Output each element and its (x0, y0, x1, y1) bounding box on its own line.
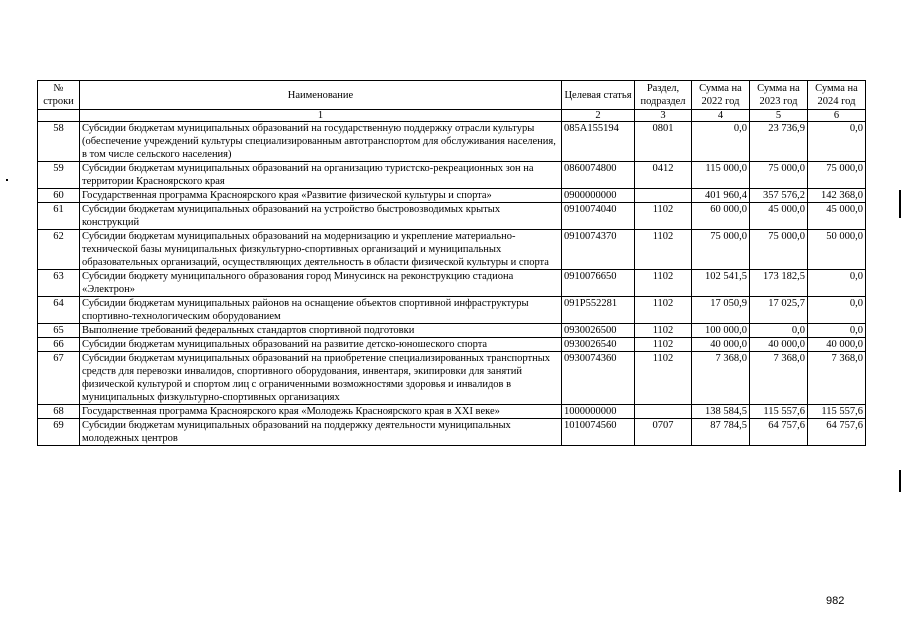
table-row (38, 189, 866, 203)
cell-sum-2022: 102 541,5 (692, 270, 750, 297)
cell-section: 1102 (635, 324, 692, 338)
cell-sum-2023: 64 757,6 (750, 419, 808, 446)
cell-section: 0412 (635, 162, 692, 189)
cell-name: Выполнение требований федеральных стандартов спортивной подготовки (80, 324, 562, 338)
cell-target-article: 1000000000 (562, 405, 635, 419)
cell-sum-2022: 100 000,0 (692, 324, 750, 338)
cell-sum-2024: 40 000,0 (808, 338, 866, 352)
cell-name: Субсидии бюджетам муниципальных образований на развитие детско-юношеского спорта (80, 338, 562, 352)
header-row (38, 81, 866, 110)
cell-sum-2023: 173 182,5 (750, 270, 808, 297)
cell-section: 1102 (635, 270, 692, 297)
cell-name: Субсидии бюджету муниципального образования город Минусинск на реконструкцию стадиона «Электрон» (80, 270, 562, 297)
cell-sum-2022: 138 584,5 (692, 405, 750, 419)
cell-sum-2024: 0,0 (808, 297, 866, 324)
cell-sum-2024: 50 000,0 (808, 230, 866, 270)
table-row (38, 297, 866, 324)
cell-sum-2023: 7 368,0 (750, 352, 808, 405)
cell-row-number: 64 (38, 297, 80, 324)
cell-sum-2024: 115 557,6 (808, 405, 866, 419)
table-row (38, 203, 866, 230)
header-sum-2022: Сумма на 2022 год (692, 81, 750, 110)
table-row (38, 324, 866, 338)
cell-target-article: 0860074800 (562, 162, 635, 189)
cell-row-number: 65 (38, 324, 80, 338)
cell-sum-2023: 115 557,6 (750, 405, 808, 419)
header-name: Наименование (80, 81, 562, 110)
column-number-cell: 4 (692, 110, 750, 122)
table-row (38, 230, 866, 270)
table-row (38, 405, 866, 419)
cell-sum-2023: 75 000,0 (750, 230, 808, 270)
table-row (38, 419, 866, 446)
cell-row-number: 68 (38, 405, 80, 419)
scan-edge-mark (899, 190, 901, 218)
cell-row-number: 67 (38, 352, 80, 405)
cell-sum-2023: 40 000,0 (750, 338, 808, 352)
header-section: Раздел, подраздел (635, 81, 692, 110)
column-number-cell: 5 (750, 110, 808, 122)
cell-sum-2024: 0,0 (808, 122, 866, 162)
cell-row-number: 63 (38, 270, 80, 297)
cell-sum-2024: 7 368,0 (808, 352, 866, 405)
cell-sum-2024: 45 000,0 (808, 203, 866, 230)
cell-name: Субсидии бюджетам муниципальных районов на оснащение объектов спортивной инфраструктуры спортивно-технологическим оборудованием (80, 297, 562, 324)
cell-section: 1102 (635, 297, 692, 324)
cell-name: Государственная программа Красноярского края «Молодежь Красноярского края в XXI веке» (80, 405, 562, 419)
cell-target-article: 0910076650 (562, 270, 635, 297)
cell-section: 0707 (635, 419, 692, 446)
cell-target-article: 0910074040 (562, 203, 635, 230)
cell-sum-2022: 115 000,0 (692, 162, 750, 189)
cell-target-article: 0930074360 (562, 352, 635, 405)
cell-sum-2022: 17 050,9 (692, 297, 750, 324)
cell-target-article: 0930026500 (562, 324, 635, 338)
column-number-cell: 3 (635, 110, 692, 122)
cell-name: Субсидии бюджетам муниципальных образований на организацию туристско-рекреационных зон на территории Красноярского края (80, 162, 562, 189)
table-body (38, 122, 866, 446)
cell-sum-2023: 75 000,0 (750, 162, 808, 189)
column-number-cell-empty (38, 110, 80, 122)
cell-row-number: 60 (38, 189, 80, 203)
header-sum-2024: Сумма на 2024 год (808, 81, 866, 110)
cell-row-number: 66 (38, 338, 80, 352)
cell-sum-2023: 0,0 (750, 324, 808, 338)
table-row (38, 338, 866, 352)
cell-section (635, 405, 692, 419)
cell-target-article: 0900000000 (562, 189, 635, 203)
cell-target-article: 1010074560 (562, 419, 635, 446)
cell-sum-2022: 7 368,0 (692, 352, 750, 405)
page-number: 982 (826, 595, 845, 607)
cell-sum-2022: 60 000,0 (692, 203, 750, 230)
cell-sum-2024: 0,0 (808, 324, 866, 338)
budget-table (37, 80, 866, 446)
cell-sum-2024: 64 757,6 (808, 419, 866, 446)
column-number-cell: 6 (808, 110, 866, 122)
table-row (38, 122, 866, 162)
table-row (38, 352, 866, 405)
cell-sum-2023: 23 736,9 (750, 122, 808, 162)
cell-sum-2022: 40 000,0 (692, 338, 750, 352)
cell-target-article: 0930026540 (562, 338, 635, 352)
cell-section: 1102 (635, 338, 692, 352)
cell-target-article: 091P552281 (562, 297, 635, 324)
cell-sum-2022: 0,0 (692, 122, 750, 162)
cell-name: Субсидии бюджетам муниципальных образований на устройство быстровозводимых крытых конструкций (80, 203, 562, 230)
cell-row-number: 62 (38, 230, 80, 270)
cell-row-number: 58 (38, 122, 80, 162)
cell-sum-2024: 75 000,0 (808, 162, 866, 189)
cell-row-number: 59 (38, 162, 80, 189)
table-row (38, 270, 866, 297)
cell-row-number: 61 (38, 203, 80, 230)
cell-section: 1102 (635, 352, 692, 405)
header-target-article: Целевая статья (562, 81, 635, 110)
header-sum-2023: Сумма на 2023 год (750, 81, 808, 110)
cell-sum-2022: 87 784,5 (692, 419, 750, 446)
cell-sum-2023: 357 576,2 (750, 189, 808, 203)
cell-name: Субсидии бюджетам муниципальных образований на поддержку деятельности муниципальных молодежных центров (80, 419, 562, 446)
table-row (38, 162, 866, 189)
cell-sum-2023: 17 025,7 (750, 297, 808, 324)
cell-row-number: 69 (38, 419, 80, 446)
column-number-cell: 1 (80, 110, 562, 122)
cell-target-article: 0910074370 (562, 230, 635, 270)
cell-name: Государственная программа Красноярского края «Развитие физической культуры и спорта» (80, 189, 562, 203)
cell-sum-2023: 45 000,0 (750, 203, 808, 230)
cell-sum-2024: 142 368,0 (808, 189, 866, 203)
cell-sum-2022: 401 960,4 (692, 189, 750, 203)
cell-section: 1102 (635, 230, 692, 270)
cell-target-article: 085A155194 (562, 122, 635, 162)
column-number-row (38, 110, 866, 122)
cell-section: 0801 (635, 122, 692, 162)
scan-dot-mark (6, 179, 8, 181)
cell-name: Субсидии бюджетам муниципальных образований на приобретение специализированных транспортных средств для перевозки инвалидов, спортивного оборудования, инвентаря, экипировки для занятий физической культурой и спортом лиц с ограниченными возможностями здоровья и инвалидов в муниципальных физкультурно-спортивных организациях (80, 352, 562, 405)
cell-sum-2022: 75 000,0 (692, 230, 750, 270)
column-number-cell: 2 (562, 110, 635, 122)
scan-edge-mark (899, 470, 901, 492)
cell-name: Субсидии бюджетам муниципальных образований на модернизацию и укрепление материально-технической базы муниципальных физкультурно-спортивных организаций и муниципальных образовательных организаций, осуществляющих деятельность в области физической культуры и спорта (80, 230, 562, 270)
cell-sum-2024: 0,0 (808, 270, 866, 297)
header-row-number: № строки (38, 81, 80, 110)
cell-name: Субсидии бюджетам муниципальных образований на государственную поддержку отрасли культуры (обеспечение учреждений культуры специализированным автотранспортом для обслуживания населения, в том числе сельского населения) (80, 122, 562, 162)
cell-section (635, 189, 692, 203)
cell-section: 1102 (635, 203, 692, 230)
